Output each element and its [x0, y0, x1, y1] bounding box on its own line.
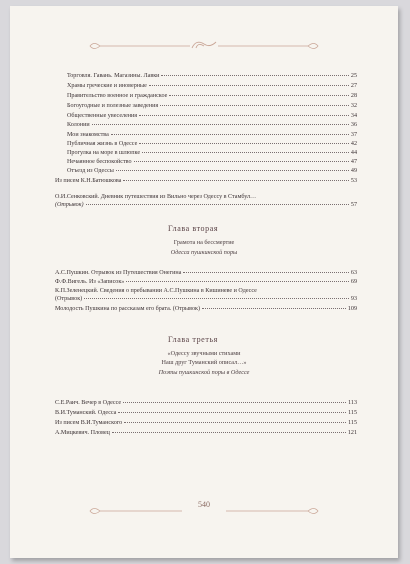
toc-entry-title: (Отрывок)	[55, 296, 83, 302]
toc-entry-title: Общественные увеселения	[67, 113, 138, 119]
chapter-2-subtitle: Грамота на бессмертие	[173, 239, 235, 246]
toc-entry-title: Молодость Пушкина по рассказам его брата. (Отрывок)	[55, 306, 201, 312]
dot-leader	[169, 95, 349, 96]
toc-entry	[55, 295, 357, 303]
toc-entry	[55, 193, 357, 201]
toc-entry-title: Мои знакомства	[67, 132, 109, 138]
toc-entry-page: 37	[350, 132, 357, 138]
dot-leader	[161, 75, 348, 76]
toc-entry-title: Правительство военное и гражданское	[67, 93, 168, 99]
toc-entry	[67, 82, 357, 90]
toc-entry	[67, 167, 357, 175]
toc-entry-title: В.И.Туманский. Одесса	[55, 410, 117, 416]
dot-leader	[118, 412, 346, 413]
dot-leader	[149, 85, 349, 86]
toc-entry	[55, 278, 357, 286]
toc-entry-page: 121	[347, 430, 357, 436]
toc-entry-page: 44	[350, 150, 357, 156]
toc-entry	[67, 92, 357, 100]
toc-entry-page: 115	[348, 420, 357, 426]
toc-entry-title: Ф.Ф.Вигель. Из «Записок»	[55, 279, 125, 285]
toc-entry	[55, 269, 357, 277]
toc-entry-page: 49	[350, 168, 357, 174]
toc-entry	[67, 112, 357, 120]
chapter-3-subtitle-italic: Поэты пушкинской поры в Одессе	[158, 369, 250, 376]
dot-leader	[134, 161, 349, 162]
dot-leader	[123, 402, 346, 403]
toc-entry	[67, 131, 357, 139]
toc-entry	[67, 140, 357, 148]
toc-entry	[67, 72, 357, 80]
toc-entry-title: Богоугодные и полезные заведения	[67, 103, 159, 109]
toc-entry	[55, 305, 357, 313]
toc-entry-page: 36	[350, 122, 357, 128]
toc-entry-page: 115	[348, 410, 357, 416]
toc-entry-page: 42	[350, 141, 357, 147]
toc-entry-title: Из писем В.И.Туманского	[55, 420, 123, 426]
dot-leader	[124, 422, 346, 423]
toc-entry	[55, 287, 357, 295]
dot-leader	[116, 170, 349, 171]
toc-entry-page: 25	[350, 73, 357, 79]
toc-entry-page: 53	[350, 178, 357, 184]
dot-leader	[202, 308, 346, 309]
toc-entry	[55, 419, 357, 427]
dot-leader	[123, 180, 349, 181]
toc-entry	[55, 177, 357, 185]
chapter-2-heading: Глава вторая	[168, 224, 219, 233]
toc-entry-title: С.Е.Раич. Вечер в Одессе	[55, 400, 122, 406]
toc-entry-title: Из писем К.Н.Батюшкова	[55, 178, 122, 184]
toc-entry	[55, 399, 357, 407]
toc-entry-title: Колонии	[67, 122, 90, 128]
toc-entry	[67, 102, 357, 110]
toc-entry-title: Нечаянное беспокойство	[67, 159, 132, 165]
top-ornament	[10, 36, 398, 56]
toc-entry-title: Торговля. Гавань. Магазины. Лавки	[67, 73, 160, 79]
toc-entry-page: 63	[350, 270, 357, 276]
chapter-2-subtitle-italic: Одесса пушкинской поры	[170, 249, 238, 256]
toc-entry	[55, 201, 357, 209]
dot-leader	[112, 432, 346, 433]
toc-entry-page: 47	[350, 159, 357, 165]
toc-entry-page: 57	[350, 202, 357, 208]
dot-leader	[142, 152, 349, 153]
toc-entry-title: А.С.Пушкин. Отрывок из Путешествия Онегина	[55, 270, 182, 276]
toc-entry-page: 93	[350, 296, 357, 302]
dot-leader	[111, 134, 349, 135]
toc-entry-page: 69	[350, 279, 357, 285]
toc-entry-page: 28	[350, 93, 357, 99]
toc-entry	[67, 121, 357, 129]
dot-leader	[139, 115, 349, 116]
dot-leader	[160, 105, 349, 106]
toc-entry-page: 113	[348, 400, 357, 406]
toc-entry-title: Публичная жизнь в Одессе	[67, 141, 138, 147]
toc-entry	[67, 158, 357, 166]
dot-leader	[86, 204, 349, 205]
dot-leader	[139, 143, 349, 144]
toc-entry-title: О.И.Сенковский. Дневник путешествия из Вильно через Одессу в Стамбул…	[55, 194, 257, 200]
toc-entry-page: 109	[347, 306, 357, 312]
toc-entry-title: (Отрывок)	[55, 202, 84, 208]
toc-entry-title: Отъезд из Одессы	[67, 168, 114, 174]
toc-entry	[55, 409, 357, 417]
toc-entry-title: А.Мицкевич. Пловец	[55, 430, 110, 436]
book-page	[10, 6, 398, 558]
dot-leader	[126, 281, 349, 282]
toc-entry-page: 27	[350, 83, 357, 89]
dot-leader	[92, 124, 349, 125]
toc-entry	[67, 149, 357, 157]
toc-entry-title: Храмы греческие и иноверные	[67, 83, 147, 89]
dot-leader	[84, 298, 349, 299]
chapter-3-subtitle-line2: Наш друг Туманский описал…»	[161, 359, 247, 366]
toc-entry-page: 34	[350, 113, 357, 119]
chapter-3-subtitle-line1: «Одессу звучными стихами	[167, 350, 241, 357]
dot-leader	[183, 272, 349, 273]
toc-entry-page: 32	[350, 103, 357, 109]
page-number: 540	[198, 500, 210, 509]
toc-entry	[55, 429, 357, 437]
toc-entry-title: К.П.Зеленецкий. Сведения о пребывании А.С.Пушкина в Кишиневе и Одессе	[55, 288, 257, 294]
chapter-3-heading: Глава третья	[168, 335, 218, 344]
toc-entry-title: Прогулка на море в шлюпке	[67, 150, 141, 156]
